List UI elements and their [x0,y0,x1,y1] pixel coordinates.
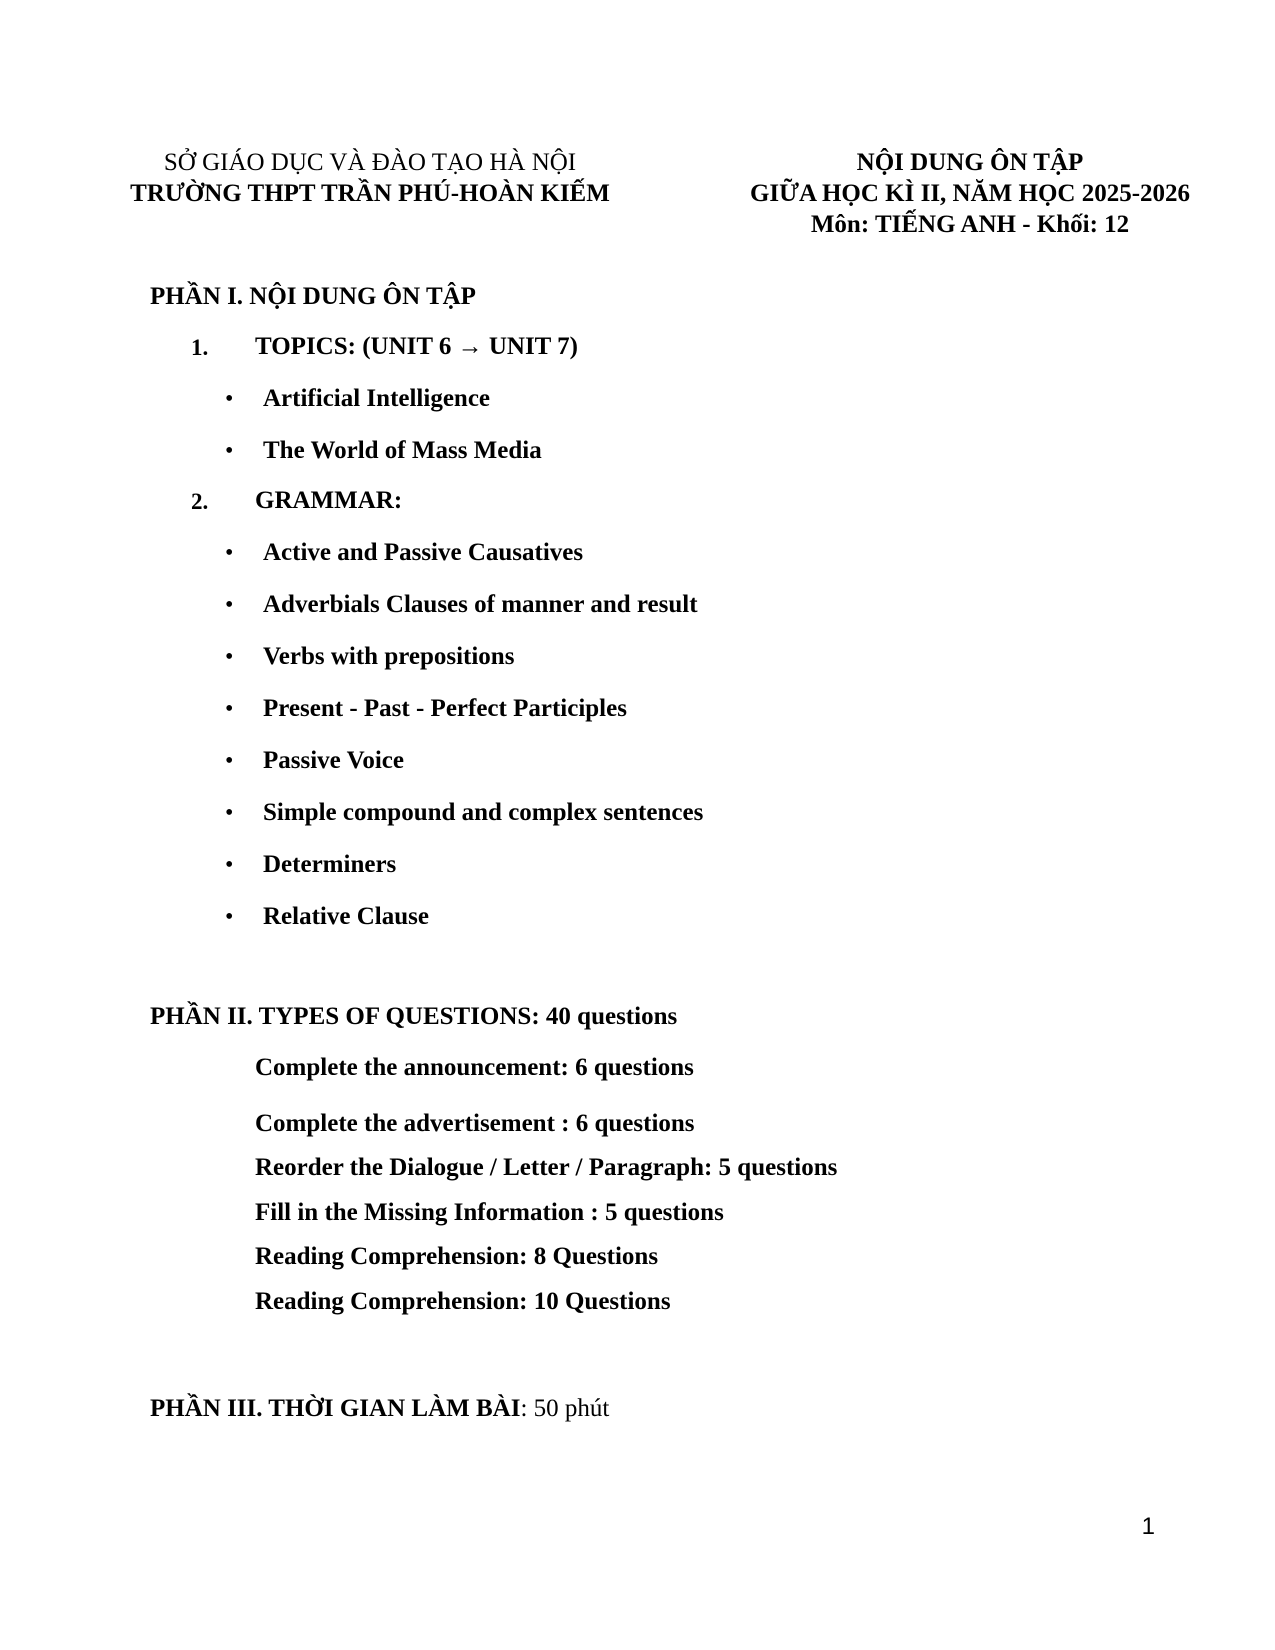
bullet-icon: • [225,644,234,670]
department-name: SỞ GIÁO DỤC VÀ ĐÀO TẠO HÀ NỘI [163,149,577,176]
list-item: Passive Voice [263,747,404,774]
section-heading-topics: TOPICS: (UNIT 6 → UNIT 7) [255,333,578,360]
bullet-icon: • [225,904,234,930]
document-title: NỘI DUNG ÔN TẬP [856,149,1084,176]
question-type-item: Reorder the Dialogue / Letter / Paragraph: 5 questions [255,1154,838,1181]
header-left [60,148,680,210]
list-item: Adverbials Clauses of manner and result [263,591,698,618]
part3-duration: : 50 phút [520,1395,610,1422]
bullet-icon: • [225,386,234,412]
page-number: 1 [1141,1513,1155,1540]
section-number: 2. [191,489,209,514]
bullet-icon: • [225,748,234,774]
bullet-icon: • [225,438,234,464]
list-item: Verbs with prepositions [263,643,515,670]
part3-title: PHẦN III. THỜI GIAN LÀM BÀI [150,1395,521,1422]
school-name: TRƯỜNG THPT TRẦN PHÚ-HOÀN KIẾM [130,180,610,207]
question-type-item: Complete the advertisement : 6 questions [255,1110,695,1137]
term-label: GIỮA HỌC KÌ II, NĂM HỌC 2025-2026 [749,180,1191,207]
list-item: The World of Mass Media [263,437,542,464]
question-type-item: Reading Comprehension: 8 Questions [255,1243,659,1270]
part2-title: PHẦN II. TYPES OF QUESTIONS: 40 questions [150,1003,678,1030]
bullet-icon: • [225,852,234,878]
bullet-icon: • [225,540,234,566]
question-type-item: Complete the announcement: 6 questions [255,1054,694,1081]
list-item: Active and Passive Causatives [263,539,584,566]
part3-line [150,1394,609,1424]
bullet-icon: • [225,592,234,618]
bullet-icon: • [225,800,234,826]
header-right [660,148,1275,241]
list-item: Present - Past - Perfect Participles [263,695,627,722]
list-item: Artificial Intelligence [263,385,491,412]
part1-title: PHẦN I. NỘI DUNG ÔN TẬP [150,283,476,310]
subject-label: Môn: TIẾNG ANH - Khối: 12 [810,211,1130,238]
bullet-icon: • [225,696,234,722]
list-item: Relative Clause [263,903,429,930]
question-type-item: Reading Comprehension: 10 Questions [255,1288,671,1315]
list-item: Determiners [263,851,397,878]
question-type-item: Fill in the Missing Information : 5 questions [255,1199,724,1226]
section-heading-grammar: GRAMMAR: [255,487,403,514]
list-item: Simple compound and complex sentences [263,799,704,826]
section-number: 1. [191,335,209,360]
